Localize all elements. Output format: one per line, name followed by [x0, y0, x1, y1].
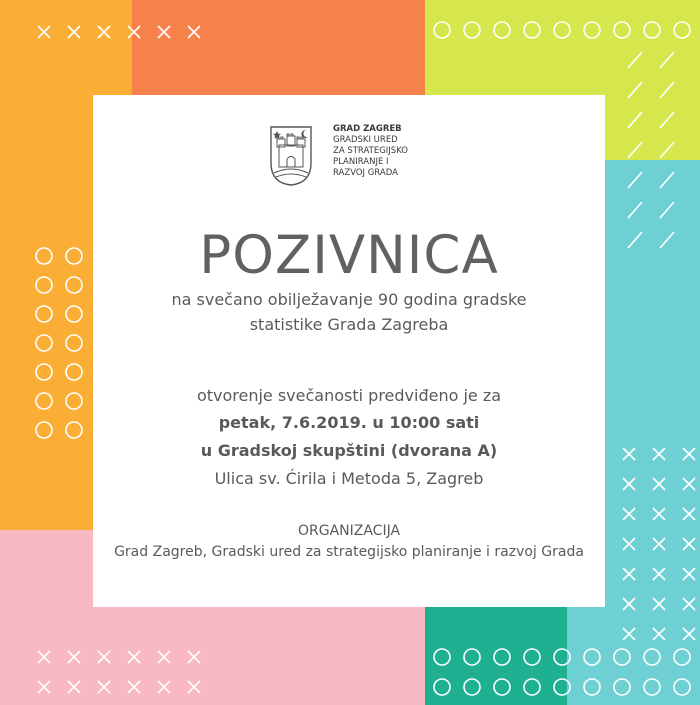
- event-address: Ulica sv. Ćirila i Metoda 5, Zagreb: [214, 469, 484, 488]
- event-venue: u Gradskoj skupštini (dvorana A): [200, 441, 498, 460]
- organization-label: ORGANIZACIJA: [297, 523, 401, 539]
- cross-pattern-right: [615, 440, 700, 650]
- office-line: RAZVOJ GRADA: [333, 168, 398, 178]
- office-line: PLANIRANJE I: [333, 157, 389, 167]
- circle-pattern-bottom: [430, 645, 700, 705]
- subtitle-line-1: na svečano obilježavanje 90 godina gradske: [171, 290, 527, 309]
- cross-pattern-top-left: [30, 20, 230, 50]
- organization-name: Grad Zagreb, Gradski ured za strategijsko planiranje i razvoj Grada: [114, 544, 584, 560]
- event-date: petak, 7.6.2019. u 10:00 sati: [218, 413, 480, 432]
- subtitle-line-2: statistike Grada Zagreba: [249, 315, 449, 334]
- slash-pattern-right: [620, 40, 700, 250]
- office-line: ZA STRATEGIJSKO: [333, 146, 409, 156]
- invitation-card: [93, 95, 605, 607]
- zagreb-coat-of-arms-icon: [268, 125, 314, 187]
- cross-pattern-bottom-left: [30, 645, 230, 705]
- invitation-title: POZIVNICA: [199, 225, 499, 286]
- city-office-name: [333, 124, 408, 179]
- event-intro: otvorenje svečanosti predviđeno je za: [196, 386, 502, 405]
- city-name: GRAD ZAGREB: [333, 124, 402, 134]
- office-line: GRADSKI URED: [333, 135, 398, 145]
- circle-pattern-left: [30, 240, 100, 450]
